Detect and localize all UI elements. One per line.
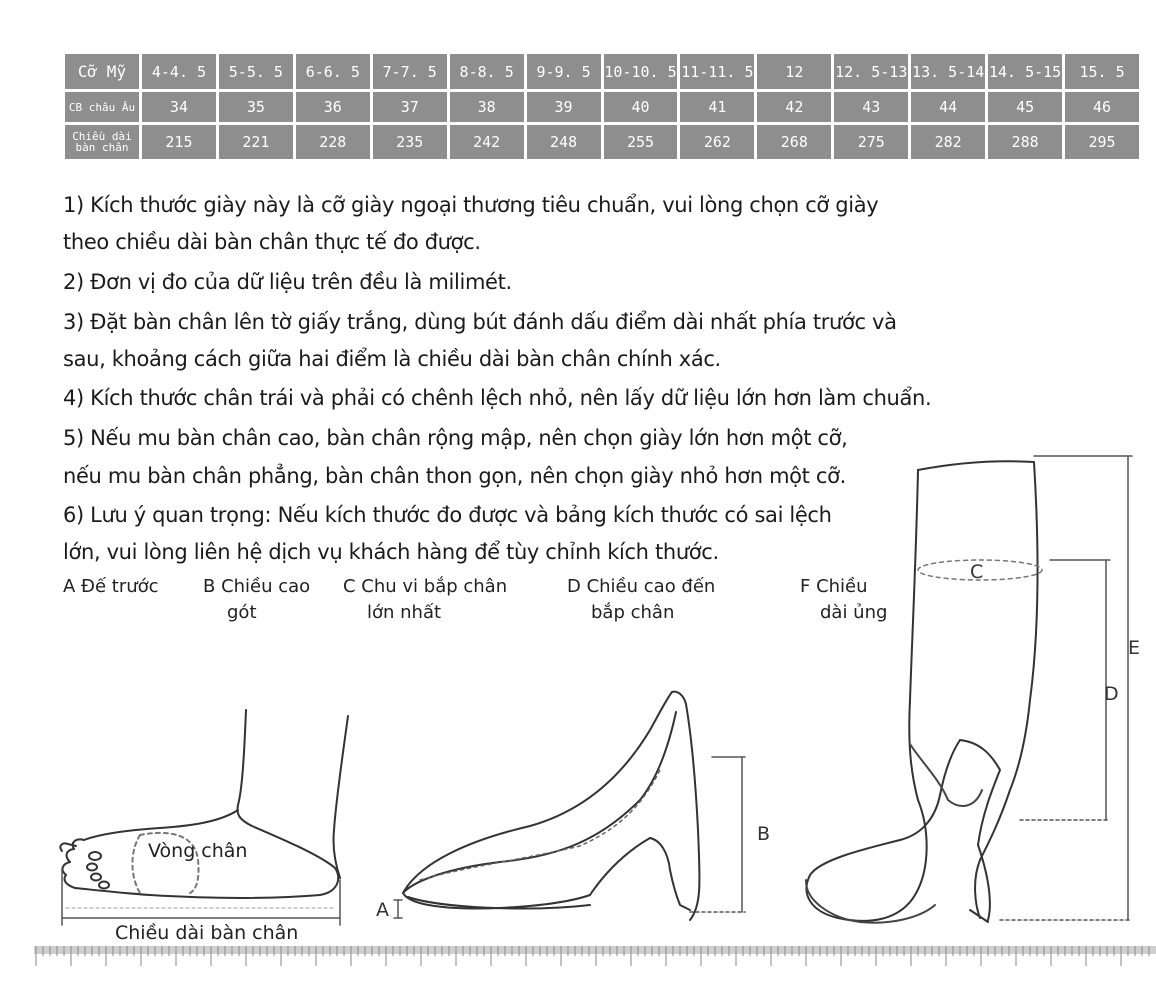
legend-f-line2: dài ủng xyxy=(820,602,888,623)
note-line: lớn, vui lòng liên hệ dịch vụ khách hàng để tùy chỉnh kích thước. xyxy=(63,540,719,564)
legend-f-line1: F Chiều xyxy=(800,576,868,597)
size-table-cell: 12. 5-13 xyxy=(834,54,908,89)
size-table-cell: 262 xyxy=(680,125,754,159)
dimension-c-label: C xyxy=(970,561,984,583)
dimension-e-label: E xyxy=(1128,637,1141,659)
legend-d-line1: D Chiều cao đến xyxy=(567,576,716,597)
legend-a-text: A Đế trước xyxy=(63,576,159,597)
note-line: 5) Nếu mu bàn chân cao, bàn chân rộng mập, nên chọn giày lớn hơn một cỡ, xyxy=(63,426,848,450)
note-line: nếu mu bàn chân phẳng, bàn chân thon gọn, nên chọn giày nhỏ hơn một cỡ. xyxy=(63,464,846,488)
foot-outline-icon xyxy=(60,710,348,925)
size-table-cell: 248 xyxy=(527,125,601,159)
size-table-cell: 242 xyxy=(450,125,524,159)
size-table-cell: 4-4. 5 xyxy=(142,54,216,89)
size-table-row-header: Cỡ Mỹ xyxy=(65,54,139,89)
size-table-cell: 37 xyxy=(373,92,447,122)
size-table-cell: 5-5. 5 xyxy=(219,54,293,89)
size-table-cell: 11-11. 5 xyxy=(680,54,754,89)
high-heel-shoe-icon xyxy=(394,692,745,920)
legend-b-line2: gót xyxy=(227,602,257,623)
size-table-cell: 255 xyxy=(604,125,678,159)
size-table-cell: 12 xyxy=(757,54,831,89)
dimension-a-label: A xyxy=(376,899,389,921)
size-table-cell: 221 xyxy=(219,125,293,159)
size-table-cell: 34 xyxy=(142,92,216,122)
dimension-b-label: B xyxy=(757,823,771,845)
note-line: sau, khoảng cách giữa hai điểm là chiều dài bàn chân chính xác. xyxy=(63,347,721,371)
ruler-icon xyxy=(34,946,1156,966)
size-table-cell: 288 xyxy=(988,125,1062,159)
size-table-cell: 295 xyxy=(1065,125,1139,159)
size-table-cell: 46 xyxy=(1065,92,1139,122)
size-table-cell: 235 xyxy=(373,125,447,159)
size-table-cell: 15. 5 xyxy=(1065,54,1139,89)
legend-c-line1: C Chu vi bắp chân xyxy=(343,576,508,597)
foot-circumference-label: Vòng chân xyxy=(148,840,248,862)
note-line: 1) Kích thước giày này là cỡ giày ngoại thương tiêu chuẩn, vui lòng chọn cỡ giày xyxy=(63,193,879,217)
note-line: 2) Đơn vị đo của dữ liệu trên đều là milimét. xyxy=(63,270,512,294)
dimension-d-label: D xyxy=(1104,683,1119,705)
size-table-cell: 268 xyxy=(757,125,831,159)
size-table-cell: 14. 5-15 xyxy=(988,54,1062,89)
note-line: 4) Kích thước chân trái và phải có chênh lệch nhỏ, nên lấy dữ liệu lớn hơn làm chuẩn. xyxy=(63,386,932,410)
size-table-cell: 44 xyxy=(911,92,985,122)
size-table-cell: 42 xyxy=(757,92,831,122)
size-table-cell: 39 xyxy=(527,92,601,122)
legend-c-line2: lớn nhất xyxy=(367,602,442,623)
size-table-row-header: Chiều dài bàn chân xyxy=(65,125,139,159)
size-table-cell: 13. 5-14 xyxy=(911,54,985,89)
size-table-row-header: CB châu Âu xyxy=(65,92,139,122)
size-table-cell: 282 xyxy=(911,125,985,159)
size-table-cell: 10-10. 5 xyxy=(604,54,678,89)
size-table-cell: 215 xyxy=(142,125,216,159)
size-table-cell: 9-9. 5 xyxy=(527,54,601,89)
size-table-cell: 38 xyxy=(450,92,524,122)
size-table-cell: 40 xyxy=(604,92,678,122)
size-table-cell: 36 xyxy=(296,92,370,122)
legend-d-line2: bắp chân xyxy=(591,602,675,623)
size-table-cell: 45 xyxy=(988,92,1062,122)
note-line: 3) Đặt bàn chân lên tờ giấy trắng, dùng bút đánh dấu điểm dài nhất phía trước và xyxy=(63,310,897,334)
size-table-cell: 8-8. 5 xyxy=(450,54,524,89)
size-table-cell: 275 xyxy=(834,125,908,159)
size-table-cell: 7-7. 5 xyxy=(373,54,447,89)
size-table-cell: 35 xyxy=(219,92,293,122)
size-table-cell: 228 xyxy=(296,125,370,159)
size-table-cell: 41 xyxy=(680,92,754,122)
legend-b-line1: B Chiều cao xyxy=(203,576,311,597)
note-line: 6) Lưu ý quan trọng: Nếu kích thước đo được và bảng kích thước có sai lệch xyxy=(63,503,832,527)
size-table-cell: 6-6. 5 xyxy=(296,54,370,89)
foot-length-label: Chiều dài bàn chân xyxy=(115,922,299,944)
note-line: theo chiều dài bàn chân thực tế đo được. xyxy=(63,230,481,254)
knee-boot-icon xyxy=(806,456,1132,923)
size-table-cell: 43 xyxy=(834,92,908,122)
